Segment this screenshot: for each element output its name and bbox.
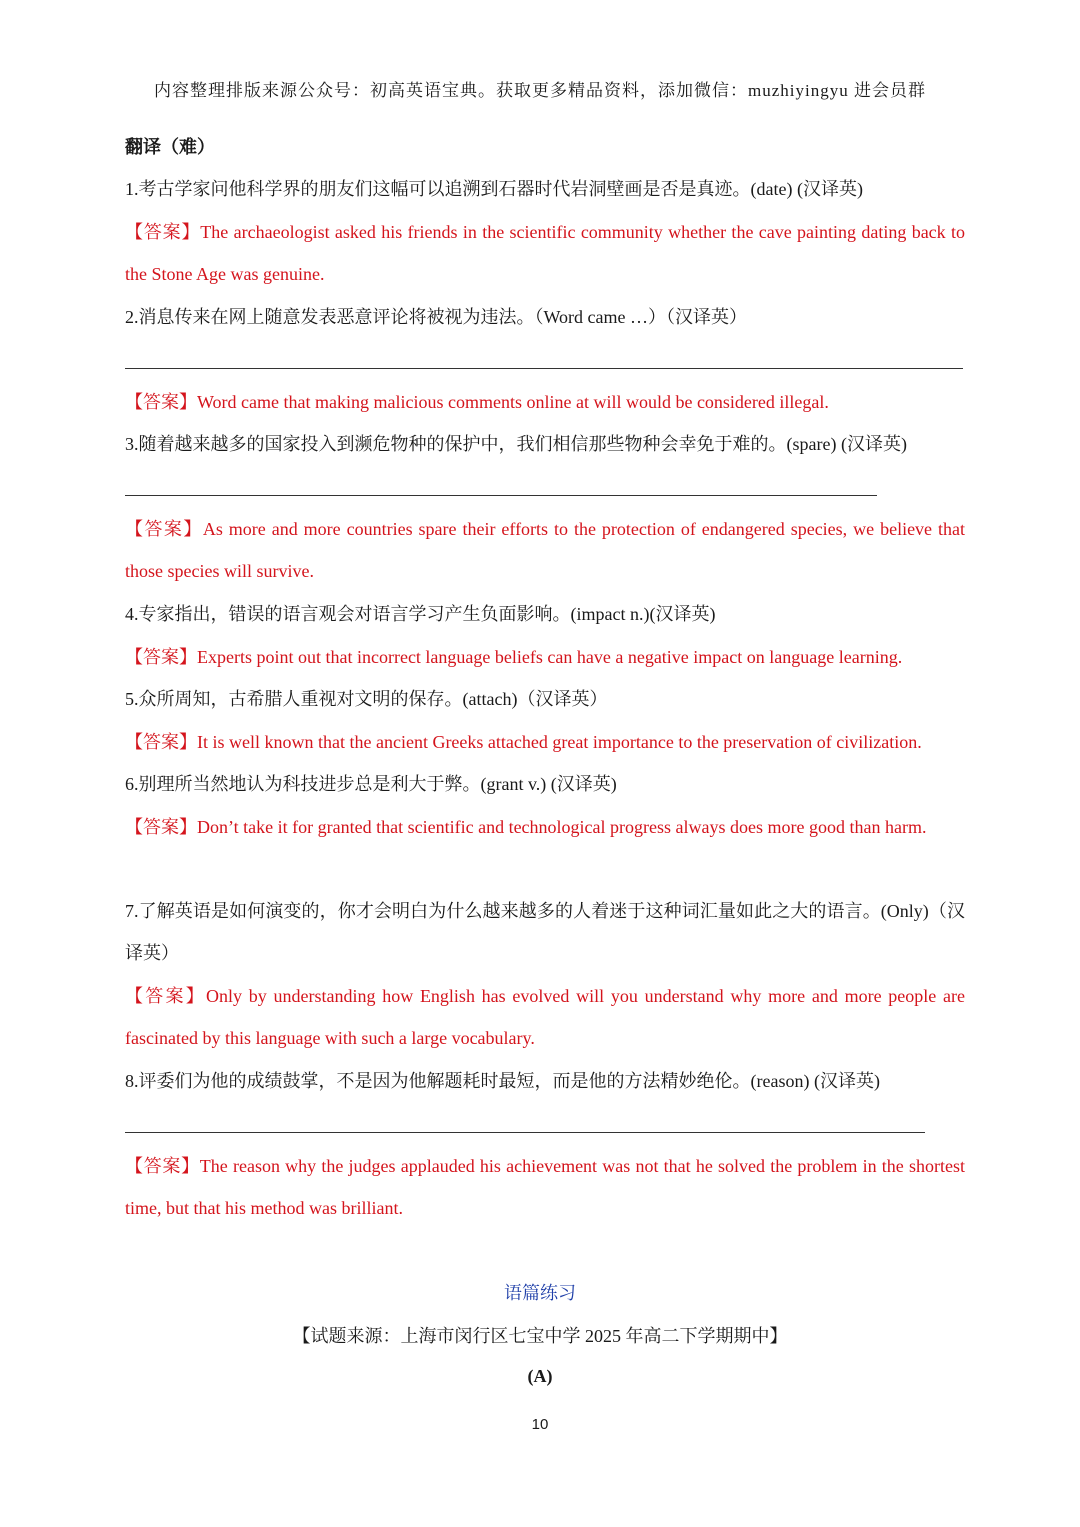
passage-part-label: (A)	[527, 1366, 553, 1386]
question-4-answer: 【答案】Experts point out that incorrect language beliefs can have a negative impact on language learning.	[125, 647, 903, 667]
question-2-prompt: 2.消息传来在网上随意发表恶意评论将被视为违法。（Word came …）（汉译英）	[125, 307, 748, 327]
question-5-answer: 【答案】It is well known that the ancient Greeks attached great importance to the preservation of civilization.	[125, 732, 922, 752]
question-1-answer: 【答案】The archaeologist asked his friends in the scientific community whether the cave painting dating back to the Stone Age was genuine.	[125, 222, 965, 284]
question-1-prompt: 1.考古学家问他科学界的朋友们这幅可以追溯到石器时代岩洞壁画是否是真迹。(date) (汉译英)	[125, 179, 863, 199]
answer-blank-line	[125, 495, 877, 496]
exam-source-line: 【试题来源：上海市闵行区七宝中学 2025 年高二下学期期中】	[292, 1326, 788, 1346]
question-6-prompt: 6.别理所当然地认为科技进步总是利大于弊。(grant v.) (汉译英)	[125, 774, 617, 794]
question-4-prompt: 4.专家指出，错误的语言观会对语言学习产生负面影响。(impact n.)(汉译英)	[125, 604, 716, 624]
page-number: 10	[531, 1416, 549, 1433]
question-3-prompt: 3.随着越来越多的国家投入到濒危物种的保护中，我们相信那些物种会幸免于难的。(spare) (汉译英)	[125, 434, 907, 454]
question-3-answer: 【答案】As more and more countries spare their efforts to the protection of endangered species, we believe that those species will survive.	[125, 519, 965, 581]
question-2-answer: 【答案】Word came that making malicious comments online at will would be considered illegal.	[125, 392, 829, 412]
header-source-note: 内容整理排版来源公众号：初高英语宝典。获取更多精品资料，添加微信：muzhiyingyu 进会员群	[154, 81, 926, 100]
question-5-prompt: 5.众所周知，古希腊人重视对文明的保存。(attach)（汉译英）	[125, 689, 608, 709]
question-7-answer: 【答案】Only by understanding how English has evolved will you understand why more and more people are fascinated by this language with such a large vocabulary.	[125, 986, 965, 1048]
question-8-prompt: 8.评委们为他的成绩鼓掌，不是因为他解题耗时最短，而是他的方法精妙绝伦。(reason) (汉译英)	[125, 1071, 880, 1091]
question-8-answer: 【答案】The reason why the judges applauded his achievement was not that he solved the problem in the shortest time, but that his method was brilliant.	[125, 1156, 965, 1218]
passage-practice-heading: 语篇练习	[504, 1283, 576, 1303]
answer-blank-line	[125, 368, 963, 369]
answer-blank-line	[125, 1132, 925, 1133]
question-7-prompt: 7.了解英语是如何演变的，你才会明白为什么越来越多的人着迷于这种词汇量如此之大的语言。(Only)（汉译英）	[125, 901, 965, 963]
question-6-answer: 【答案】Don’t take it for granted that scientific and technological progress always does more good than harm.	[125, 817, 927, 837]
section-title: 翻译（难）	[125, 137, 215, 157]
